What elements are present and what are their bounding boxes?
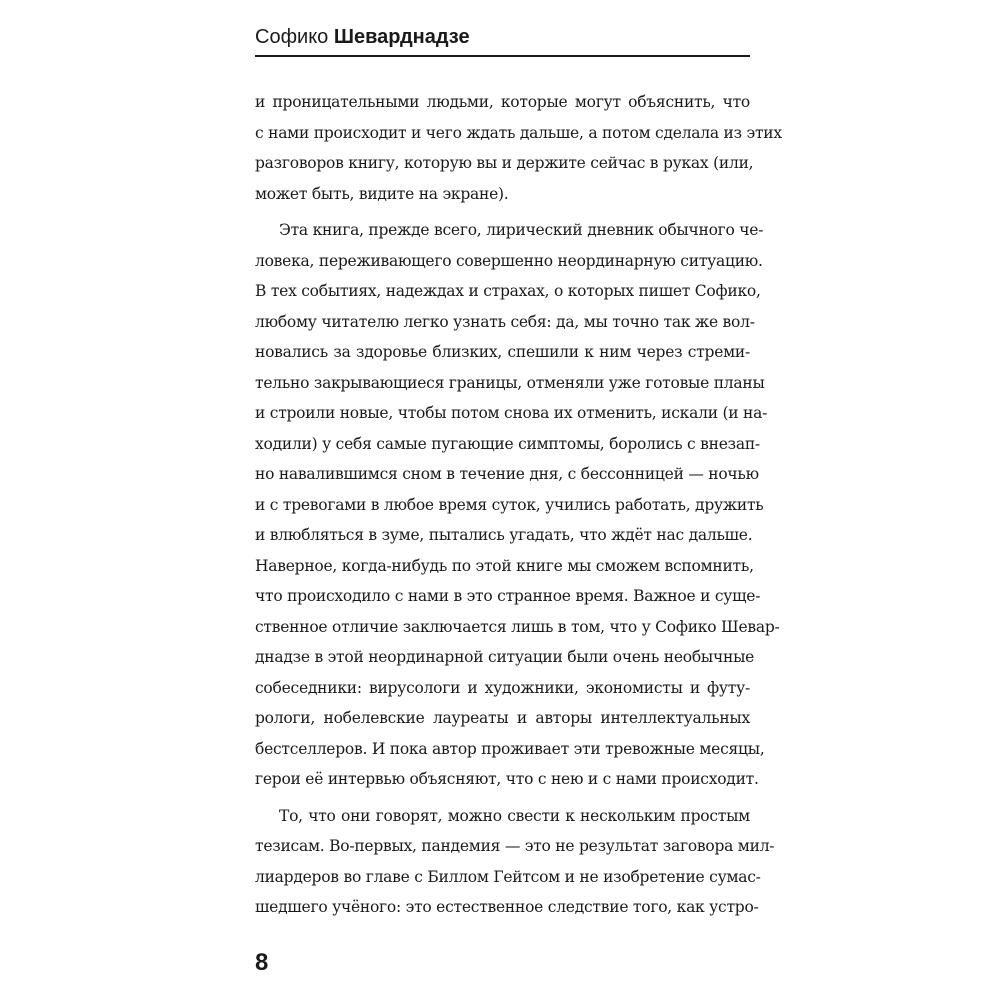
paragraph <box>255 801 775 923</box>
text-line: собеседники: вирусологи и художники, экономисты и футу- <box>255 678 750 697</box>
text-line: и влюбляться в зуме, пытались угадать, что ждёт нас дальше. <box>255 526 753 544</box>
text-line: с нами происходит и чего ждать дальше, а потом сделала из этих <box>255 123 782 142</box>
text-line: и проницательными людьми, которые могут объяснить, что <box>255 93 750 111</box>
text-line: новались за здоровье близких, спешили к ним через стреми- <box>255 343 750 361</box>
page-number: 8 <box>255 949 269 976</box>
text-line: Эта книга, прежде всего, лирический дневник обычного че- <box>279 221 764 239</box>
text-line: герои её интервью объясняют, что с нею и с нами происходит. <box>255 770 759 788</box>
text-line: и строили новые, чтобы потом снова их отменить, искали (и на- <box>255 404 768 422</box>
text-line: но навалившимся сном в течение дня, с бессонницей — ночью <box>255 465 759 483</box>
text-line: ственное отличие заключается лишь в том, что у Софико Шевар- <box>255 617 780 636</box>
text-line: разговоров книгу, которую вы и держите сейчас в руках (или, <box>255 154 754 172</box>
text-line: может быть, видите на экране). <box>255 184 509 203</box>
running-head <box>255 22 750 54</box>
author-last-name: Шеварднадзе <box>333 26 470 48</box>
author-first-name: Софико <box>255 26 329 48</box>
body-text <box>255 87 782 923</box>
text-line: ловека, переживающего совершенно неординарную ситуацию. <box>255 251 763 270</box>
text-line: что происходило с нами в это странное время. Важное и суще- <box>255 587 761 605</box>
text-line: любому читателю легко узнать себя: да, мы точно так же вол- <box>255 312 755 331</box>
text-line: шедшего учёного: это естественное следствие того, как устро- <box>255 898 759 916</box>
text-line: ходили) у себя самые пугающие симптомы, боролись с внезап- <box>255 434 760 453</box>
paragraph <box>255 215 780 795</box>
text-line: бестселлеров. И пока автор проживает эти тревожные месяцы, <box>255 739 765 758</box>
text-line: и с тревогами в любое время суток, учились работать, дружить <box>255 495 764 514</box>
text-line: В тех событиях, надеждах и страхах, о которых пишет Софико, <box>255 282 761 300</box>
paragraph <box>255 87 782 209</box>
text-line: тельно закрывающиеся границы, отменяли уже готовые планы <box>255 373 765 392</box>
text-line: днадзе в этой неординарной ситуации были очень необычные <box>255 648 755 666</box>
text-line: рологи, нобелевские лауреаты и авторы интеллектуальных <box>255 709 750 727</box>
text-line: Наверное, когда-нибудь по этой книге мы сможем вспомнить, <box>255 556 754 575</box>
text-line: То, что они говорят, можно свести к нескольким простым <box>279 806 750 825</box>
text-line: тезисам. Во-первых, пандемия — это не результат заговора мил- <box>255 837 775 855</box>
header-rule <box>255 55 750 57</box>
text-line: лиардеров во главе с Биллом Гейтсом и не изобретение сумас- <box>255 867 761 886</box>
